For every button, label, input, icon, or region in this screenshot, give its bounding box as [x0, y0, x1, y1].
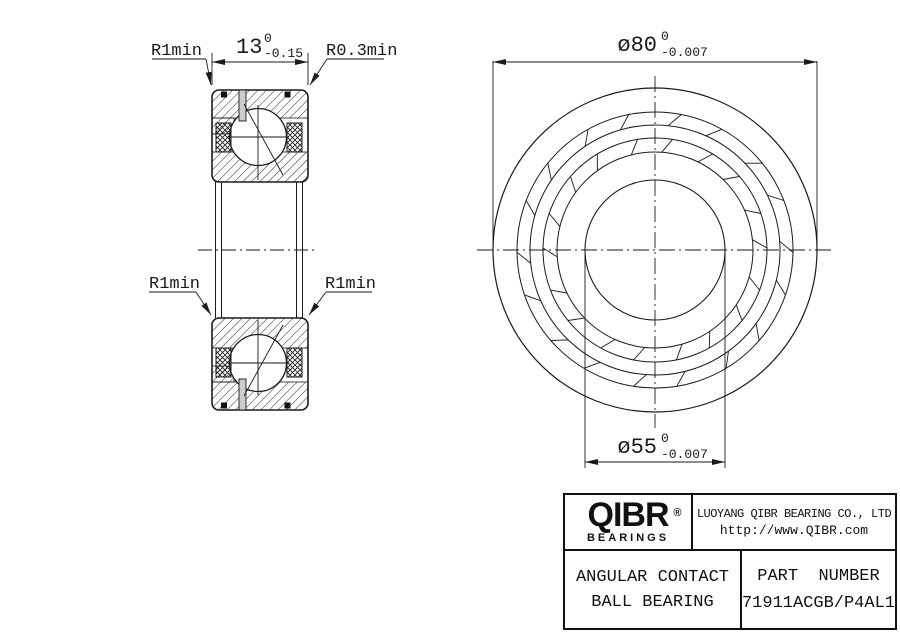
cage-pocket-edge: [709, 331, 710, 348]
bore-dia-tol-upper: 0: [661, 431, 669, 446]
outer-dia-tol-upper: 0: [661, 29, 669, 44]
company-cell: [693, 495, 895, 549]
cage-pocket-edge: [633, 375, 646, 387]
label-r03min-top-right: R0.3min: [326, 42, 398, 61]
qibr-logo: [587, 496, 681, 534]
label-r1min-mid-right: R1min: [325, 275, 377, 294]
cage-pocket-edge: [756, 324, 759, 341]
title-block: [563, 493, 897, 630]
title-block-detail-row: [565, 551, 895, 628]
cage-pocket-edge: [676, 344, 682, 360]
bearing-section-view: [149, 31, 397, 410]
cage-pocket-edge: [571, 177, 576, 193]
cage-section-left: [216, 348, 231, 377]
logo-text: QIBR: [587, 496, 669, 534]
section-top-half: [212, 90, 308, 182]
logo-cell: [565, 495, 693, 549]
leader-r1min-top-left: [152, 59, 211, 85]
rivet-right: [285, 403, 291, 409]
product-name-line1: ANGULAR CONTACT: [575, 567, 729, 587]
cage-pocket-edge: [631, 139, 637, 155]
section-bottom-half: [212, 318, 308, 410]
cage-pocket-edge: [551, 340, 568, 341]
company-website: http://www.QIBR.com: [719, 522, 869, 538]
cage-pocket-edge: [726, 351, 728, 368]
part-number-value: 71911ACGB/P4AL1: [741, 593, 895, 613]
cage-pocket-edge: [584, 362, 600, 368]
cage-pocket-edge: [634, 348, 645, 360]
cage-pocket-edge: [568, 318, 585, 320]
cage-pocket-edge: [706, 129, 722, 136]
cage-pocket-edge: [668, 115, 681, 126]
product-name-line2: BALL BEARING: [591, 592, 714, 612]
cage-pocket-edge: [549, 214, 560, 227]
outer-dia-value: ø80: [617, 33, 657, 58]
width-dim-value: 13: [236, 35, 263, 60]
width-dim-tol-lower: -0.15: [264, 46, 304, 61]
cage-pocket-edge: [745, 210, 761, 213]
width-dim-tol-upper: 0: [264, 31, 272, 46]
logo-subtext: BEARINGS: [586, 532, 670, 544]
cage-pocket-edge: [550, 290, 567, 293]
leader-r1min-mid-left: [149, 292, 211, 315]
cage-section-right: [287, 123, 302, 152]
rivet-right: [285, 92, 291, 98]
label-r1min-mid-left: R1min: [149, 275, 201, 294]
part-number-cell: [742, 551, 895, 628]
cage-pocket-edge: [749, 277, 759, 290]
title-block-header-row: [565, 495, 895, 551]
part-number-label: PART NUMBER: [757, 566, 880, 586]
leader-r1min-mid-right: [309, 292, 372, 315]
cage-pocket-edge: [526, 201, 535, 216]
cage-section-right: [287, 348, 302, 377]
cage-pocket-edge: [517, 252, 531, 263]
bore-dia-value: ø55: [617, 435, 657, 460]
cage-pocket-edge: [585, 129, 588, 146]
cage-pocket-edge: [621, 115, 629, 130]
cage-section-left: [216, 123, 231, 152]
label-r1min-top-left: R1min: [151, 42, 203, 61]
cage-pocket-edge: [677, 371, 686, 386]
cage-pocket-edge: [736, 305, 742, 321]
leader-r03min-top-right: [310, 59, 384, 85]
cage-pocket-edge: [662, 139, 673, 152]
company-name: LUOYANG QIBR BEARING CO., LTD: [696, 506, 892, 521]
cage-pocket-edge: [548, 163, 552, 180]
rivet-left: [221, 92, 227, 98]
cage-pocket-edge: [776, 280, 785, 295]
cage-pocket-edge: [723, 177, 739, 180]
rivet-left: [221, 403, 227, 409]
outer-dia-tol-lower: -0.007: [661, 45, 708, 60]
cage-pocket-edge: [698, 154, 713, 162]
registered-mark: ®: [673, 507, 681, 519]
bore-dia-tol-lower: -0.007: [661, 447, 708, 462]
product-name-cell: [565, 551, 742, 628]
cage-pocket-edge: [780, 241, 793, 252]
bearing-front-view: [477, 29, 833, 468]
cage-pocket-edge: [543, 248, 557, 257]
cage-pocket-edge: [753, 240, 768, 248]
cage-pocket-edge: [601, 340, 615, 349]
